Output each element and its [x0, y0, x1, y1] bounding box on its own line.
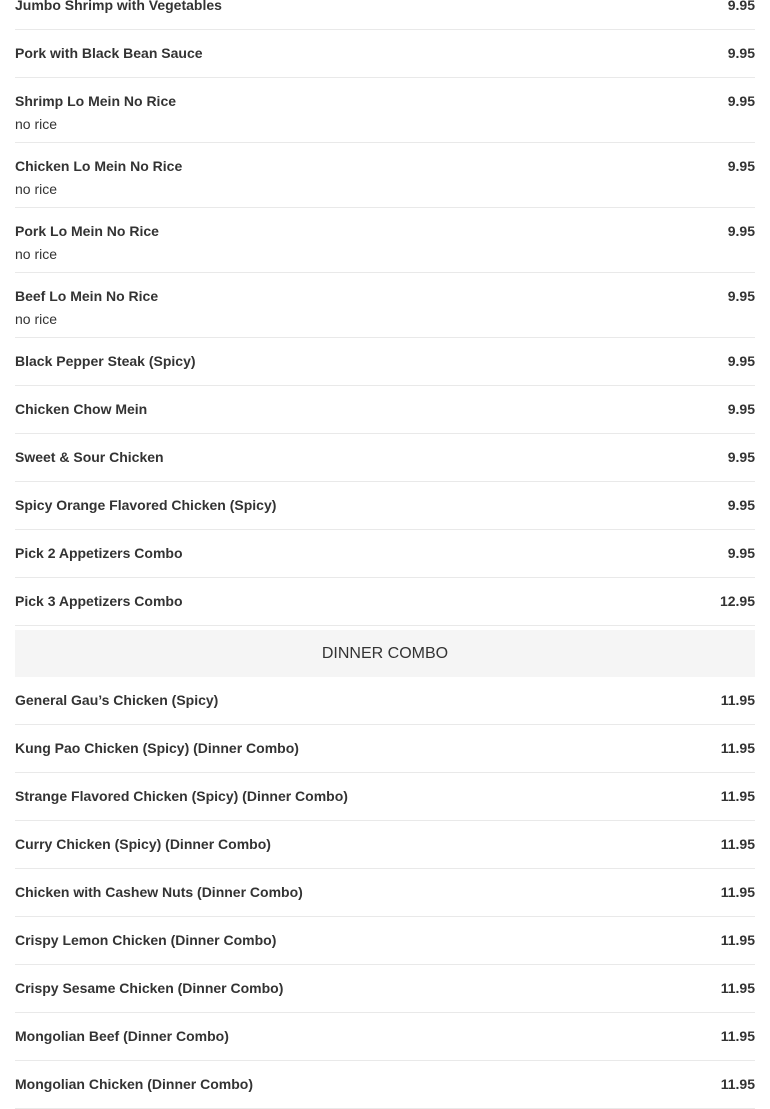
menu-item-price: 11.95 [720, 788, 755, 804]
menu-item-name: Shrimp Lo Mein No Rice [15, 93, 177, 109]
menu-item-name: Beef Lo Mein No Rice [15, 288, 159, 304]
menu-item-name: Sweet & Sour Chicken [15, 449, 164, 465]
menu-item-price: 11.95 [720, 692, 755, 708]
menu-item[interactable] [15, 965, 755, 1013]
menu-item-name: Pork Lo Mein No Rice [15, 223, 159, 239]
menu-item-name: Jumbo Shrimp with Vegetables [15, 0, 222, 13]
menu-item-price: 9.95 [727, 158, 755, 174]
menu-item-price: 9.95 [727, 353, 755, 369]
menu-item[interactable] [15, 338, 755, 386]
menu-item-price: 9.95 [727, 0, 755, 13]
menu-item-name: Pick 3 Appetizers Combo [15, 593, 183, 609]
menu-item[interactable] [15, 143, 755, 208]
menu-item-price: 9.95 [727, 401, 755, 417]
menu-item-price: 11.95 [720, 1076, 755, 1092]
menu-item-description: no rice [15, 311, 58, 327]
menu-item[interactable] [15, 530, 755, 578]
menu-item-description: no rice [15, 116, 58, 132]
menu-item-name: Mongolian Beef (Dinner Combo) [15, 1028, 229, 1044]
menu-item[interactable] [15, 1013, 755, 1061]
menu-item-name: Crispy Sesame Chicken (Dinner Combo) [15, 980, 284, 996]
menu-item-name: Chicken Chow Mein [15, 401, 148, 417]
menu-item-name: Crispy Lemon Chicken (Dinner Combo) [15, 932, 277, 948]
menu-item-price: 9.95 [727, 93, 755, 109]
menu-item-price: 11.95 [720, 740, 755, 756]
menu-item-price: 9.95 [727, 545, 755, 561]
menu-item[interactable] [15, 273, 755, 338]
menu-item-name: Strange Flavored Chicken (Spicy) (Dinner Combo) [15, 788, 348, 804]
menu-item-name: Curry Chicken (Spicy) (Dinner Combo) [15, 836, 271, 852]
menu-item-name: Spicy Orange Flavored Chicken (Spicy) [15, 497, 277, 513]
menu-item[interactable] [15, 482, 755, 530]
menu-item-description: no rice [15, 246, 58, 262]
menu-item-description: no rice [15, 181, 58, 197]
menu-item-price: 11.95 [720, 884, 755, 900]
menu-item-price: 9.95 [727, 497, 755, 513]
menu-item[interactable] [15, 434, 755, 482]
menu-item-name: Chicken Lo Mein No Rice [15, 158, 183, 174]
menu-item-price: 11.95 [720, 836, 755, 852]
menu-item-price: 11.95 [720, 1028, 755, 1044]
menu-item[interactable] [15, 677, 755, 725]
menu-item[interactable] [15, 386, 755, 434]
menu-item[interactable] [15, 725, 755, 773]
menu-item-name: Pick 2 Appetizers Combo [15, 545, 183, 561]
menu-item-price: 11.95 [720, 980, 755, 996]
menu-item[interactable] [15, 30, 755, 78]
menu-item[interactable] [15, 821, 755, 869]
menu-item[interactable] [15, 78, 755, 143]
menu-item-name: Black Pepper Steak (Spicy) [15, 353, 196, 369]
menu-list [15, 0, 755, 1109]
menu-item-price: 9.95 [727, 449, 755, 465]
section-header: DINNER COMBO [15, 630, 755, 677]
menu-item-name: Kung Pao Chicken (Spicy) (Dinner Combo) [15, 740, 299, 756]
menu-item-name: Mongolian Chicken (Dinner Combo) [15, 1076, 253, 1092]
menu-item[interactable] [15, 1061, 755, 1109]
menu-item[interactable] [15, 0, 755, 30]
menu-item-price: 9.95 [727, 223, 755, 239]
menu-item[interactable] [15, 773, 755, 821]
menu-item-price: 11.95 [720, 932, 755, 948]
menu-item-price: 9.95 [727, 45, 755, 61]
menu-item[interactable] [15, 578, 755, 626]
menu-item[interactable] [15, 208, 755, 273]
menu-item-name: Pork with Black Bean Sauce [15, 45, 203, 61]
menu-item[interactable] [15, 917, 755, 965]
menu-item-price: 9.95 [727, 288, 755, 304]
menu-item-price: 12.95 [719, 593, 755, 609]
menu-item-name: General Gau’s Chicken (Spicy) [15, 692, 219, 708]
menu-item[interactable] [15, 869, 755, 917]
menu-item-name: Chicken with Cashew Nuts (Dinner Combo) [15, 884, 303, 900]
